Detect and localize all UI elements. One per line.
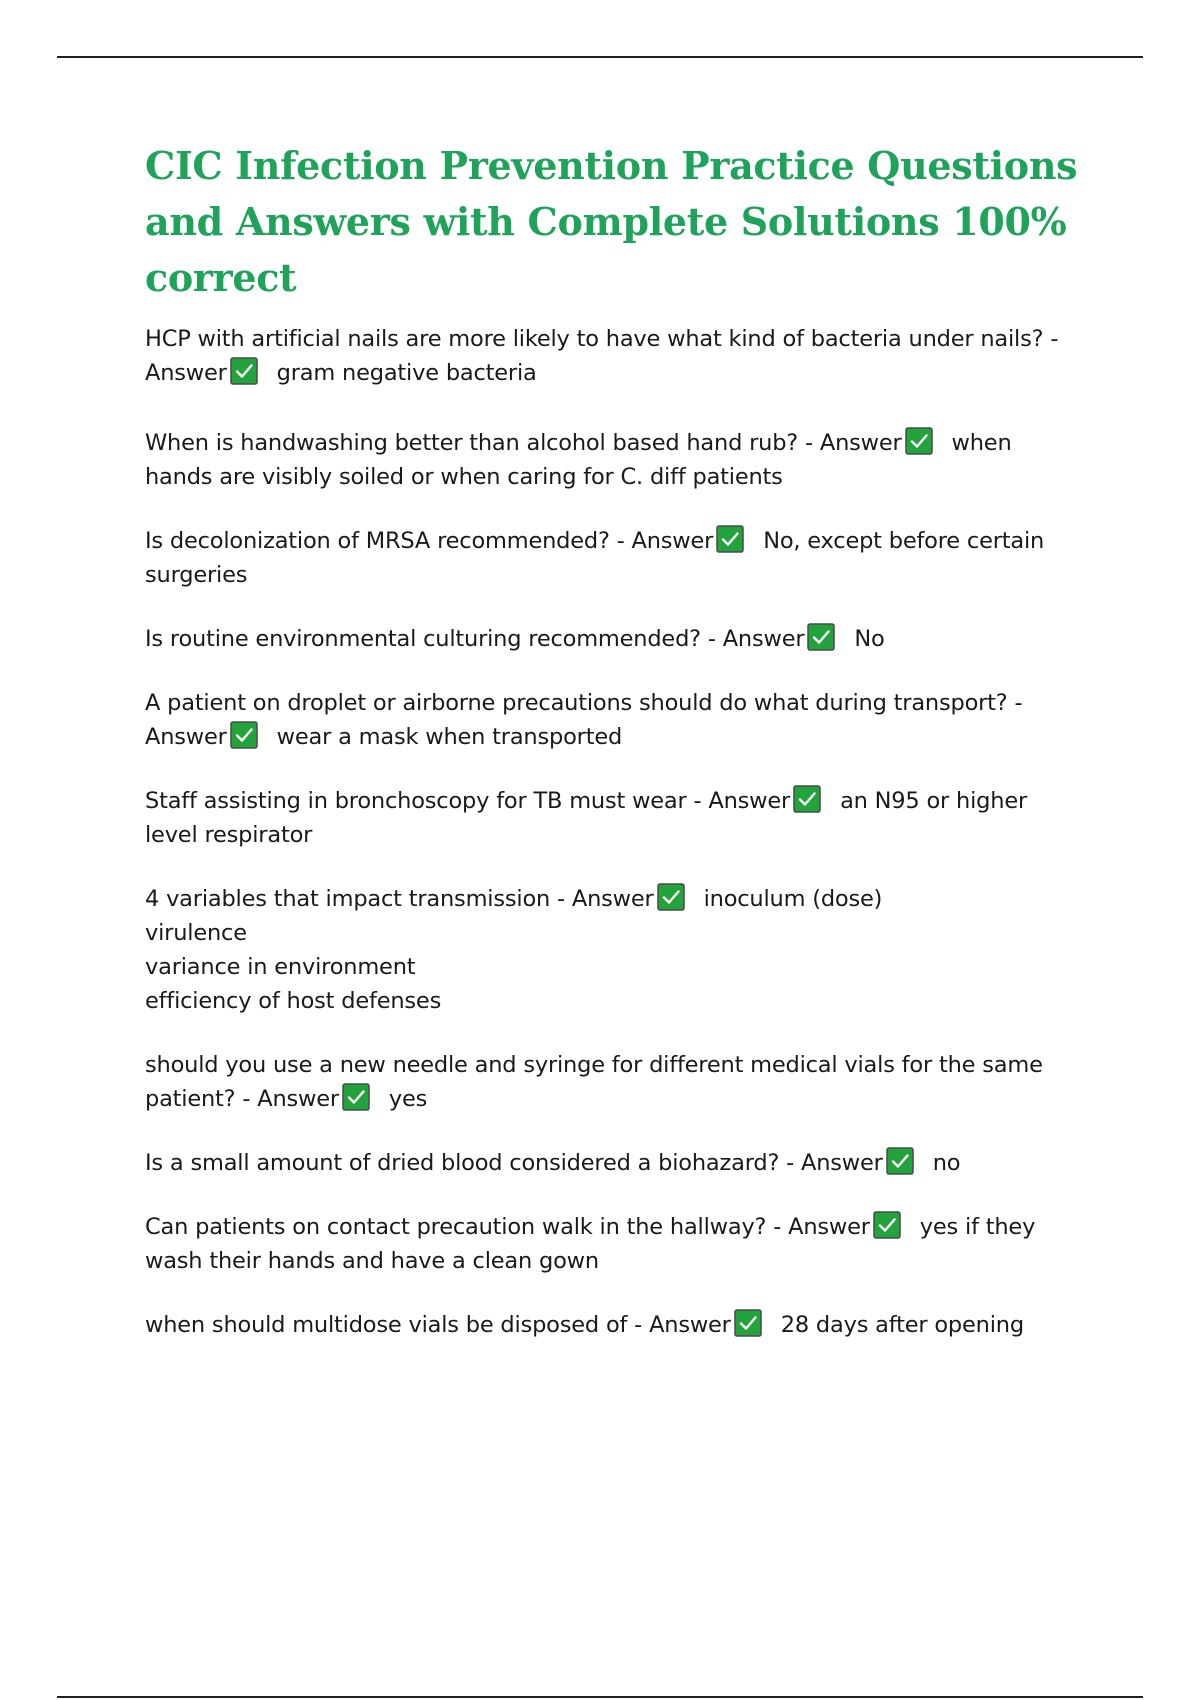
qa-item — [145, 1146, 1095, 1180]
question-text: Staff assisting in bronchoscopy for TB must wear - — [145, 788, 702, 814]
answer-text: no — [932, 1150, 961, 1176]
qa-item — [145, 524, 1095, 592]
question-text: Is decolonization of MRSA recommended? - — [145, 528, 625, 554]
answer-text: when — [951, 430, 1012, 456]
answer-text-continued: level respirator — [145, 822, 313, 848]
answer-text: inoculum (dose) — [703, 886, 883, 912]
answer-text-continued: efficiency of host defenses — [145, 988, 442, 1014]
qa-item — [145, 686, 1095, 754]
answer-text-continued: variance in environment — [145, 954, 416, 980]
answer-text: gram negative bacteria — [276, 360, 537, 386]
answer-text: yes if they — [919, 1214, 1036, 1240]
answer-text-continued: hands are visibly soiled or when caring for C. diff patients — [145, 464, 783, 490]
answer-label: Answer — [722, 626, 805, 652]
question-text: A patient on droplet or airborne precautions should do what during transport? - — [145, 690, 1023, 716]
answer-label: Answer — [257, 1086, 339, 1112]
question-text: HCP with artificial nails are more likely to have what kind of bacteria under nails? - — [145, 326, 1059, 352]
answer-label: Answer — [649, 1312, 731, 1338]
answer-label: Answer — [801, 1150, 883, 1176]
qa-item — [145, 1210, 1095, 1278]
qa-item — [145, 426, 1095, 494]
question-text: Is routine environmental culturing recommended? - — [145, 626, 716, 652]
qa-item — [145, 882, 1095, 1018]
header-rule — [57, 56, 1143, 58]
question-text: when should multidose vials be disposed of - — [145, 1312, 643, 1338]
answer-text-continued: surgeries — [145, 562, 248, 588]
green-checkmark-icon — [905, 427, 933, 455]
question-text: When is handwashing better than alcohol based hand rub? - — [145, 430, 813, 456]
qa-item — [145, 1048, 1095, 1116]
answer-text: 28 days after opening — [780, 1312, 1024, 1338]
question-text: 4 variables that impact transmission - — [145, 886, 565, 912]
green-checkmark-icon — [807, 623, 835, 651]
green-checkmark-icon — [342, 1083, 370, 1111]
question-text: Is a small amount of dried blood considered a biohazard? - — [145, 1150, 795, 1176]
answer-label: Answer — [819, 430, 902, 456]
answer-label: Answer — [571, 886, 654, 912]
qa-item — [145, 784, 1095, 852]
answer-text: wear a mask when transported — [276, 724, 623, 750]
green-checkmark-icon — [793, 785, 821, 813]
answer-label: Answer — [631, 528, 714, 554]
document-body — [145, 138, 1095, 1372]
answer-text: an N95 or higher — [840, 788, 1028, 814]
answer-label: Answer — [788, 1214, 870, 1240]
page-title: CIC Infection Prevention Practice Questions and Answers with Complete Solutions 100% correct — [145, 143, 1078, 300]
question-text: Can patients on contact precaution walk in the hallway? - — [145, 1214, 782, 1240]
answer-text: yes — [388, 1086, 428, 1112]
green-checkmark-icon — [716, 525, 744, 553]
answer-label: Answer — [708, 788, 791, 814]
question-text: should you use a new needle and syringe for different medical vials for the same patient? - — [145, 1052, 1043, 1112]
answer-label: Answer — [145, 360, 227, 386]
green-checkmark-icon — [873, 1211, 901, 1239]
answer-text-continued: virulence — [145, 920, 247, 946]
answer-text-continued: wash their hands and have a clean gown — [145, 1248, 599, 1274]
qa-item — [145, 322, 1095, 390]
footer-rule — [57, 1696, 1143, 1698]
answer-label: Answer — [145, 724, 227, 750]
green-checkmark-icon — [230, 721, 258, 749]
green-checkmark-icon — [886, 1147, 914, 1175]
green-checkmark-icon — [230, 357, 258, 385]
green-checkmark-icon — [734, 1309, 762, 1337]
answer-text: No — [854, 626, 885, 652]
qa-item — [145, 622, 1095, 656]
answer-text: No, except before certain — [763, 528, 1045, 554]
qa-item — [145, 1308, 1095, 1342]
green-checkmark-icon — [657, 883, 685, 911]
